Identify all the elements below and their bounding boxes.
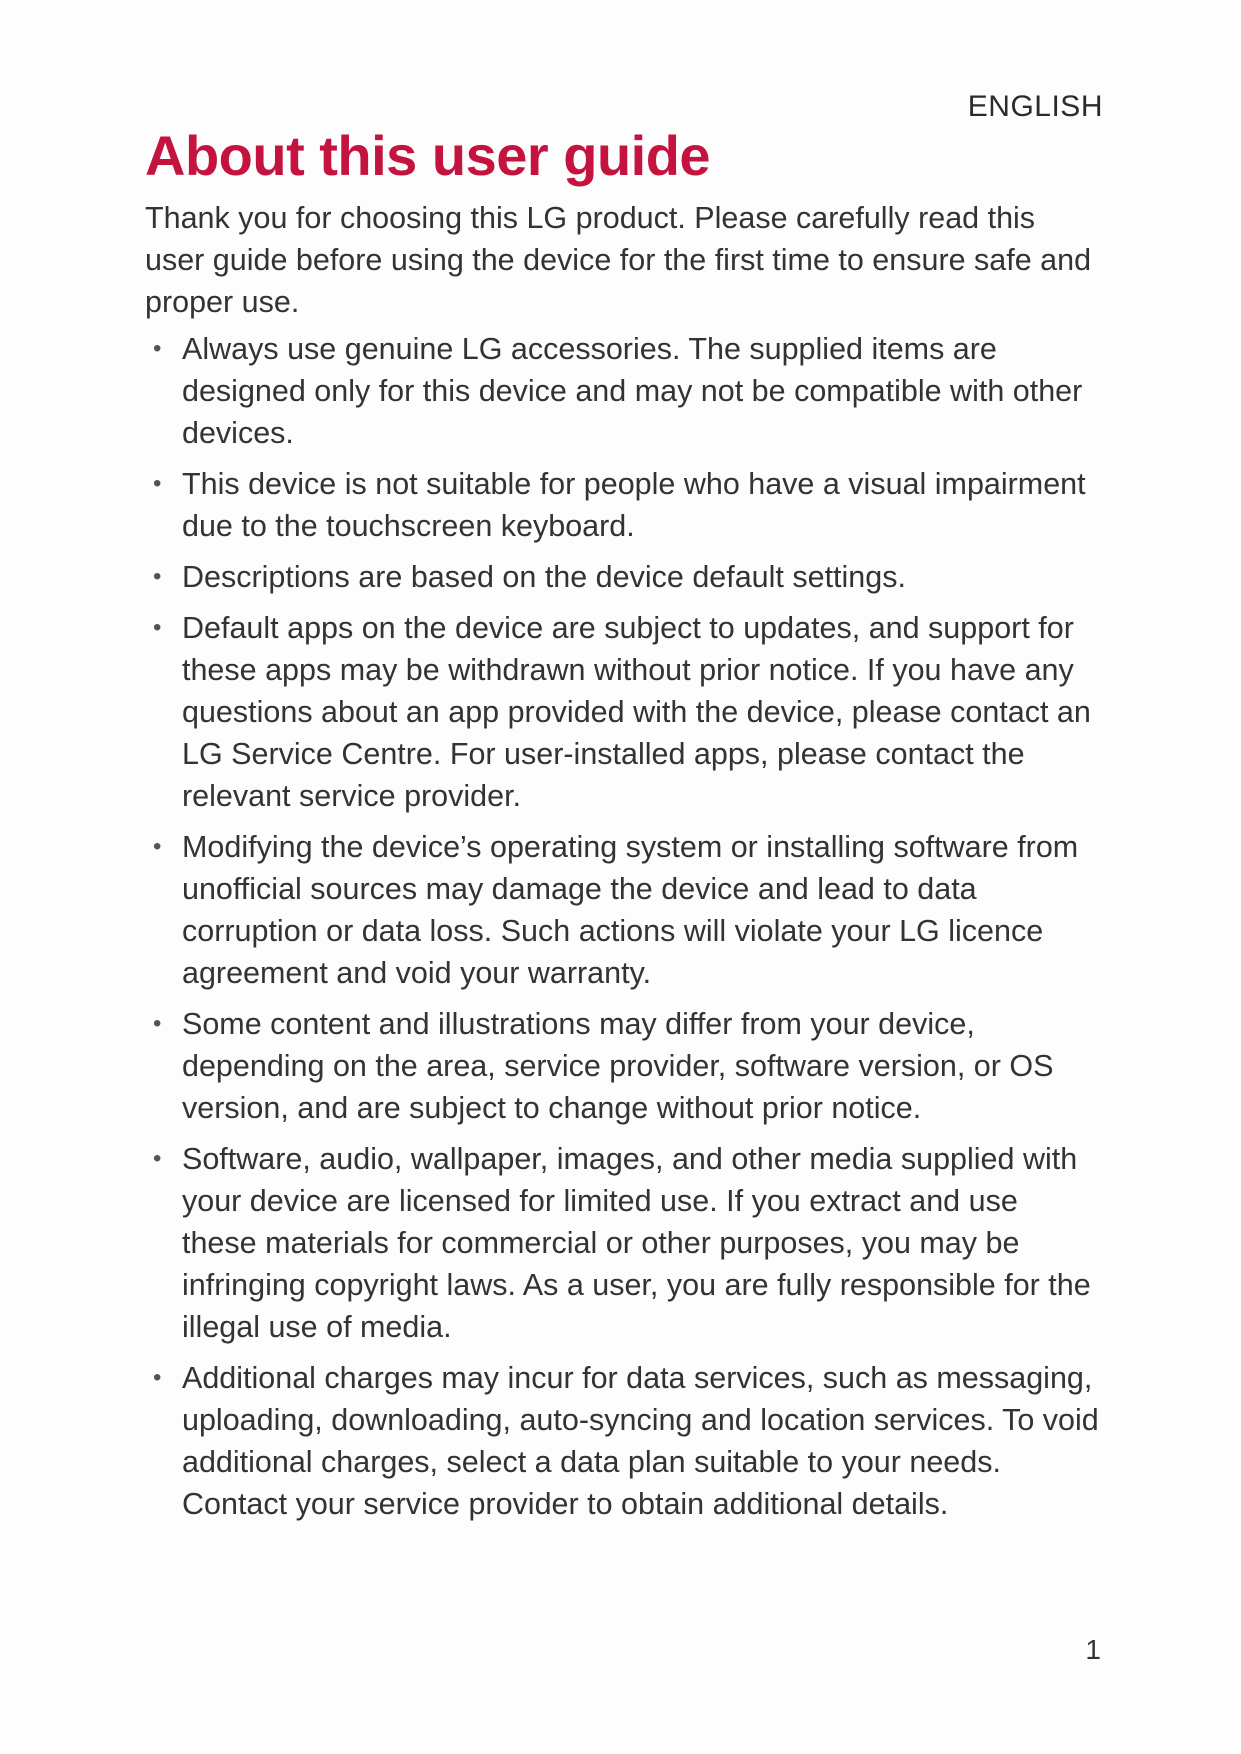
list-item	[145, 556, 1100, 598]
list-item-text: Descriptions are based on the device default settings.	[182, 560, 906, 594]
list-item	[145, 1003, 1100, 1129]
bullet-icon: •	[153, 1364, 162, 1391]
bullet-icon: •	[153, 1010, 162, 1037]
language-label: ENGLISH	[967, 90, 1103, 123]
bullet-icon: •	[153, 1145, 162, 1172]
page-title: About this user guide	[145, 124, 711, 187]
guide-bullet-list	[145, 328, 1100, 1534]
list-item	[145, 1138, 1100, 1348]
list-item-text: Modifying the device’s operating system or installing software from unofficial sources may damage the device and lead to data corruption or data loss. Such actions will violate your LG licence agreement and void your warranty.	[182, 830, 1079, 990]
list-item	[145, 463, 1100, 547]
bullet-icon: •	[153, 470, 162, 497]
list-item-text: Some content and illustrations may differ from your device, depending on the area, service provider, software version, or OS version, and are subject to change without prior notice.	[182, 1007, 1054, 1125]
list-item-text: Software, audio, wallpaper, images, and other media supplied with your device are licensed for limited use. If you extract and use these materials for commercial or other purposes, you may be infringing copyright laws. As a user, you are fully responsible for the illegal use of media.	[182, 1142, 1091, 1344]
list-item	[145, 328, 1100, 454]
list-item-text: Default apps on the device are subject to updates, and support for these apps may be withdrawn without prior notice. If you have any questions about an app provided with the device, please contact an LG Service Centre. For user-installed apps, please contact the relevant service provider.	[182, 611, 1091, 813]
bullet-icon: •	[153, 614, 162, 641]
intro-paragraph: Thank you for choosing this LG product. Please carefully read this user guide before using the device for the first time to ensure safe and proper use.	[145, 201, 1092, 319]
list-item-text: Additional charges may incur for data services, such as messaging, uploading, downloading, auto-syncing and location services. To void additional charges, select a data plan suitable to your needs. Contact your service provider to obtain additional details.	[182, 1361, 1099, 1521]
bullet-icon: •	[153, 833, 162, 860]
list-item-text: Always use genuine LG accessories. The supplied items are designed only for this device and may not be compatible with other devices.	[182, 332, 1083, 450]
list-item	[145, 1357, 1100, 1525]
bullet-icon: •	[153, 335, 162, 362]
list-item-text: This device is not suitable for people who have a visual impairment due to the touchscreen keyboard.	[182, 467, 1086, 543]
bullet-icon: •	[153, 563, 162, 590]
page-number: 1	[1085, 1634, 1101, 1665]
list-item	[145, 607, 1100, 817]
list-item	[145, 826, 1100, 994]
